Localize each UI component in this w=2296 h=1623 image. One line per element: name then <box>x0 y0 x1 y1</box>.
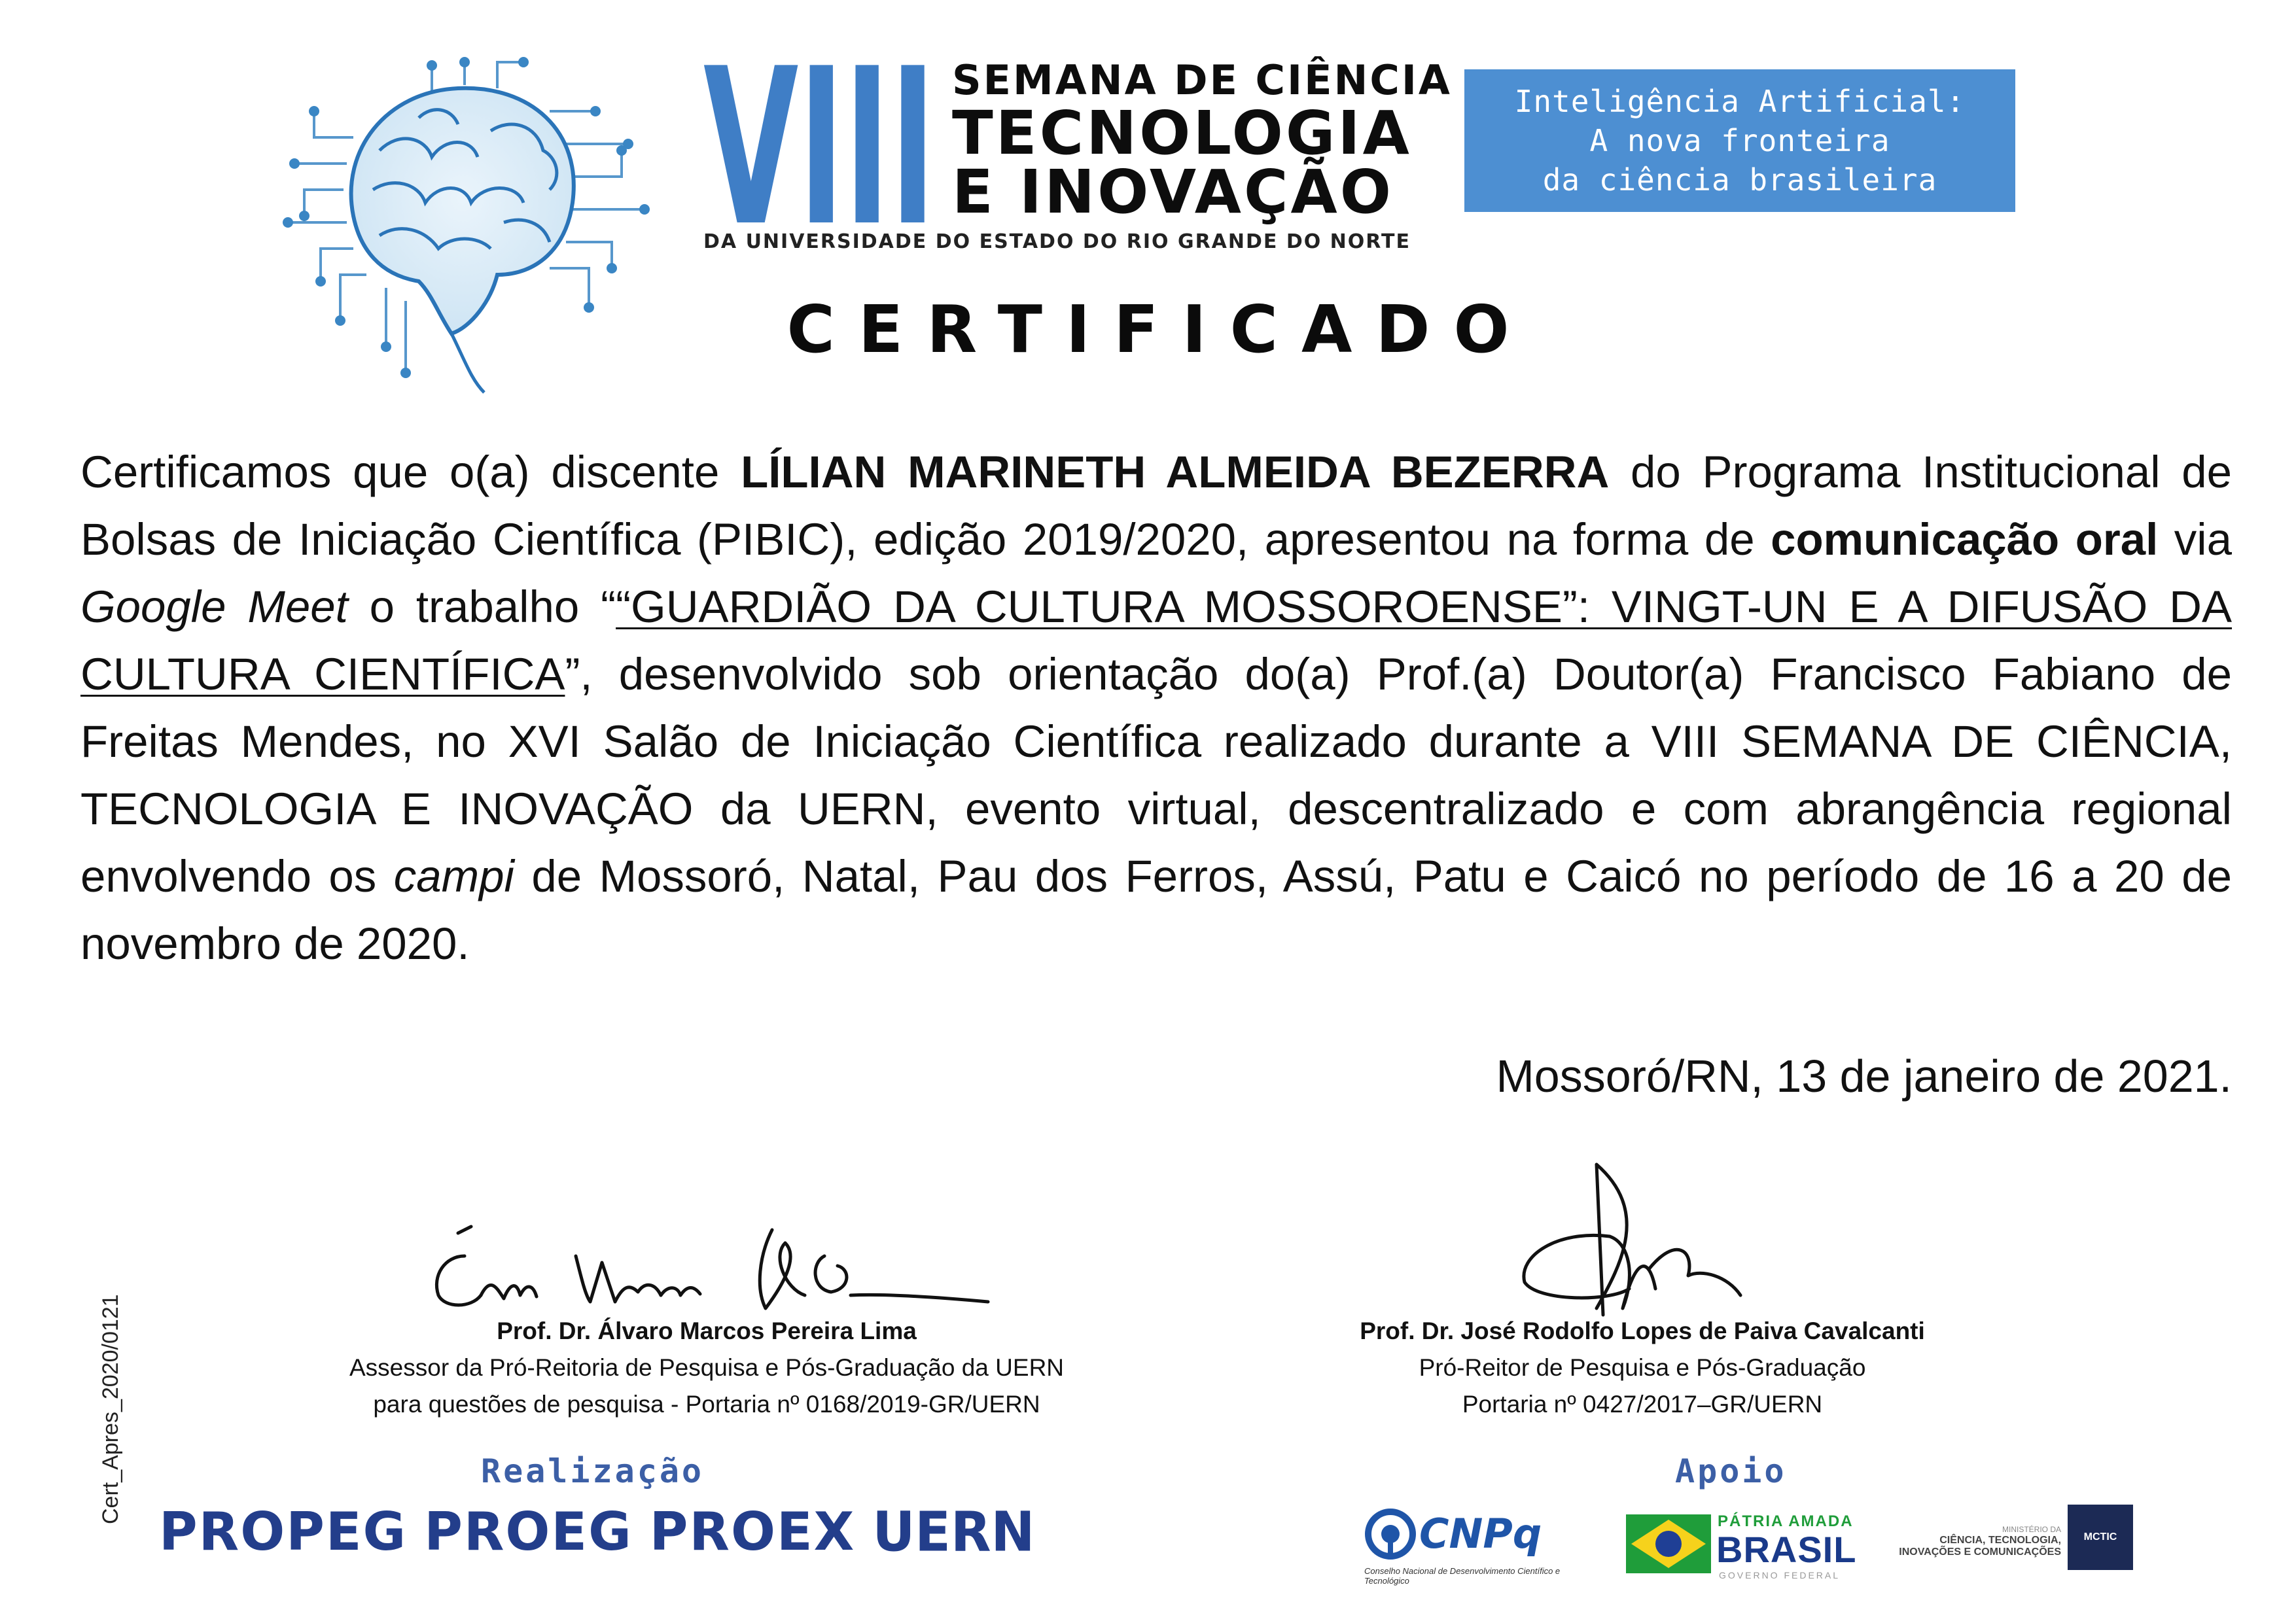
campi-word: campi <box>393 851 514 901</box>
governo-federal-text: GOVERNO FEDERAL <box>1719 1570 1841 1580</box>
certificate-title: CERTIFICADO <box>786 291 1533 368</box>
issue-date: Mossoró/RN, 13 de janeiro de 2021. <box>1496 1051 2232 1102</box>
uern-logo: UERN <box>872 1499 1035 1564</box>
propeg-logo: PROPEG <box>159 1501 408 1562</box>
certificate-id: Cert_Apres_2020/0121 <box>98 1294 123 1524</box>
theme-line-2: A nova fronteira <box>1589 123 1890 158</box>
event-line-3: E INOVAÇÃO <box>952 157 1394 227</box>
theme-banner <box>1464 69 2015 212</box>
signatory-1-ordinance: para questões de pesquisa - Portaria nº 0168/2019-GR/UERN <box>373 1391 1040 1418</box>
event-line-1: SEMANA DE CIÊNCIA <box>952 56 1452 104</box>
realizacao-label: Realização <box>481 1452 705 1490</box>
signatory-2-name: Prof. Dr. José Rodolfo Lopes de Paiva Cavalcanti <box>1360 1318 1925 1344</box>
body-text-1: Certificamos que o(a) discente <box>80 447 741 497</box>
brasil-text: BRASIL <box>1716 1529 1857 1570</box>
signature-2-handwriting <box>1479 1158 1793 1328</box>
roman-numeral: VIII <box>703 56 936 229</box>
proex-logo: PROEX <box>649 1501 856 1562</box>
signatory-2-ordinance: Portaria nº 0427/2017–GR/UERN <box>1462 1391 1823 1418</box>
signatory-1-role: Assessor da Pró-Reitoria de Pesquisa e Pós-Graduação da UERN <box>349 1354 1065 1381</box>
student-name: LÍLIAN MARINETH ALMEIDA BEZERRA <box>741 447 1610 497</box>
body-text-6: de Mossoró, Natal, Pau dos Ferros, Assú, Patu e Caicó no período de 16 a 20 de novembro de 2020. <box>80 851 2232 969</box>
proeg-logo: PROEG <box>424 1501 633 1562</box>
body-text-4: o trabalho “ <box>347 582 616 632</box>
realizacao-logos <box>159 1501 1052 1562</box>
body-text-2: do Programa Institucional de Bolsas de Iniciação Científica (PIBIC), edição 2019/2020, apresentou na forma de <box>80 447 2232 565</box>
signature-1 <box>281 1313 1132 1423</box>
cnpq-emblem-icon <box>1364 1508 1417 1560</box>
signatory-2-role: Pró-Reitor de Pesquisa e Pós-Graduação <box>1419 1354 1866 1381</box>
platform-name: Google Meet <box>80 582 348 632</box>
university-name: DA UNIVERSIDADE DO ESTADO DO RIO GRANDE DO NORTE <box>703 230 1411 253</box>
signature-2 <box>1217 1313 2068 1423</box>
cnpq-text: CNPq <box>1419 1510 1542 1558</box>
roman-numeral-logo <box>703 56 939 229</box>
apoio-label: Apoio <box>1675 1452 1787 1490</box>
event-line-2: TECNOLOGIA <box>952 98 1412 168</box>
presentation-type: comunicação oral <box>1771 514 2159 565</box>
ministerio-line-1: MINISTÉRIO DA <box>2002 1525 2061 1534</box>
signatory-1-name: Prof. Dr. Álvaro Marcos Pereira Lima <box>497 1318 917 1344</box>
ministerio-line-2: CIÊNCIA, TECNOLOGIA, <box>1939 1535 2061 1546</box>
body-text-5: ”, desenvolvido sob orientação do(a) Prof.(a) Doutor(a) Francisco Fabiano de Freitas Mendes, no XVI Salão de Iniciação Científica realizado durante a VIII SEMANA DE CIÊNCIA, TECNOLOGIA E INOVAÇÃO da UERN, evento virtual, descentralizado e com abrangência regional envolvendo os <box>80 649 2232 901</box>
signature-1-handwriting <box>419 1217 1008 1321</box>
mctic-logo <box>1891 1505 2140 1590</box>
theme-line-3: da ciência brasileira <box>1542 162 1937 198</box>
brazil-flag-icon <box>1626 1514 1711 1573</box>
work-title: “GUARDIÃO DA CULTURA MOSSOROENSE”: VINGT-UN E A DIFUSÃO DA CULTURA CIENTÍFICA <box>80 582 2233 699</box>
cnpq-logo <box>1364 1505 1574 1590</box>
patria-amada-text: PÁTRIA AMADA <box>1718 1512 1854 1530</box>
body-text-3: via <box>2158 514 2233 565</box>
certificate-body <box>80 438 2232 977</box>
ministerio-line-3: INOVAÇÕES E COMUNICAÇÕES <box>1899 1546 2061 1558</box>
mctic-badge: MCTIC <box>2068 1505 2133 1570</box>
theme-line-1: Inteligência Artificial: <box>1514 84 1966 119</box>
cnpq-subtitle: Conselho Nacional de Desenvolvimento Científico e Tecnológico <box>1364 1566 1561 1586</box>
patria-amada-brasil-logo <box>1626 1505 1862 1590</box>
